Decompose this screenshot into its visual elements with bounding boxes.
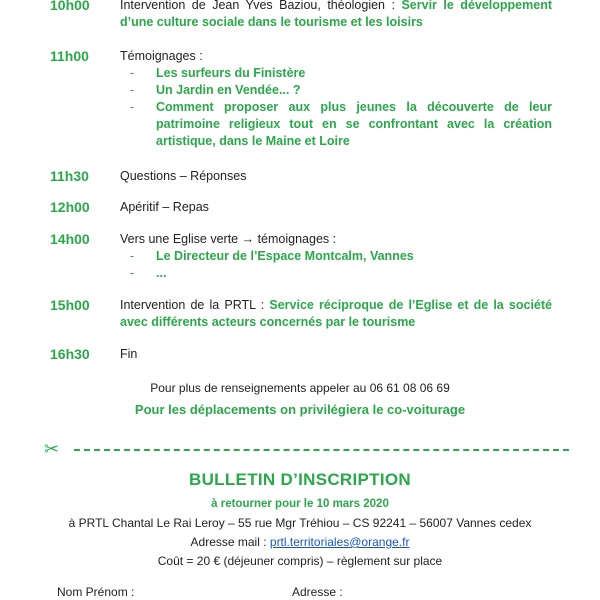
testimony-list xyxy=(120,65,552,150)
name-field-label: Nom Prénom : xyxy=(57,585,135,599)
bulletin-address: à PRTL Chantal Le Rai Leroy – 55 rue Mgr Tréhiou – CS 92241 – 56007 Vannes cedex xyxy=(68,516,532,530)
mail-link[interactable]: prtl.territoriales@orange.fr xyxy=(269,535,410,549)
list-item: - Les surfeurs du Finistère xyxy=(130,66,306,80)
schedule-time: 12h00 xyxy=(50,199,90,215)
schedule-intro: Intervention de la PRTL : xyxy=(120,298,270,312)
schedule-content xyxy=(120,0,552,31)
bulletin-mail-line xyxy=(0,535,600,549)
mail-label: Adresse mail : xyxy=(190,535,270,549)
schedule-time: 10h00 xyxy=(50,0,90,13)
schedule-intro: Questions – Réponses xyxy=(120,169,247,183)
cut-line xyxy=(44,439,564,459)
schedule-time: 11h30 xyxy=(50,168,89,184)
testimony-text: Un Jardin en Vendée... ? xyxy=(156,83,301,97)
schedule-highlight: Servir le développement d’une culture sociale dans le tourisme et les loisirs xyxy=(120,0,552,29)
schedule-content xyxy=(120,297,552,331)
schedule-intro: Témoignages : xyxy=(120,49,203,63)
list-item: - Comment proposer aux plus jeunes la découverte de leur patrimoine religieux tout en se confrontant avec la création artistique, dans le Maine et Loire xyxy=(130,100,552,148)
info-line: Pour plus de renseignements appeler au 06 61 08 06 69 xyxy=(150,381,450,395)
testimony-list xyxy=(120,248,552,282)
schedule-time: 15h00 xyxy=(50,297,90,313)
testimony-text: Comment proposer aux plus jeunes la découverte de leur patrimoine religieux tout en se confrontant avec la création artistique, dans le Maine et Loire xyxy=(156,100,552,148)
bulletin-cost: Coût = 20 € (déjeuner compris) – règlement sur place xyxy=(157,554,443,568)
testimony-text: Le Directeur de l’Espace Montcalm, Vannes xyxy=(156,249,414,263)
schedule-time: 14h00 xyxy=(50,231,90,247)
schedule-intro: Vers une Eglise verte → témoignages : xyxy=(120,232,337,246)
bulletin-deadline: à retourner pour le 10 mars 2020 xyxy=(211,498,389,510)
address-field-label: Adresse : xyxy=(292,585,343,599)
list-item: - ... xyxy=(130,266,167,280)
schedule-intro: Intervention de Jean Yves Baziou, théologien : xyxy=(120,0,402,12)
covoiturage-note: Pour les déplacements on privilégiera le co-voiturage xyxy=(134,402,466,417)
list-item: - Le Directeur de l’Espace Montcalm, Vannes xyxy=(130,249,414,263)
dashed-divider xyxy=(74,449,569,451)
schedule-content xyxy=(120,231,552,282)
schedule-highlight: Service réciproque de l’Eglise et de la société avec différents acteurs concernés par le tourisme xyxy=(120,298,552,329)
testimony-text: ... xyxy=(156,266,167,280)
list-item: - Un Jardin en Vendée... ? xyxy=(130,83,301,97)
schedule-time: 16h30 xyxy=(50,346,90,362)
testimony-text: Les surfeurs du Finistère xyxy=(156,66,306,80)
schedule-intro: Apéritif – Repas xyxy=(120,200,209,214)
schedule-time: 11h00 xyxy=(50,48,89,64)
scissors-icon: ✂ xyxy=(44,439,60,459)
bulletin-title: BULLETIN D’INSCRIPTION xyxy=(189,470,411,489)
schedule-intro: Fin xyxy=(120,347,138,361)
schedule-content xyxy=(120,48,552,150)
